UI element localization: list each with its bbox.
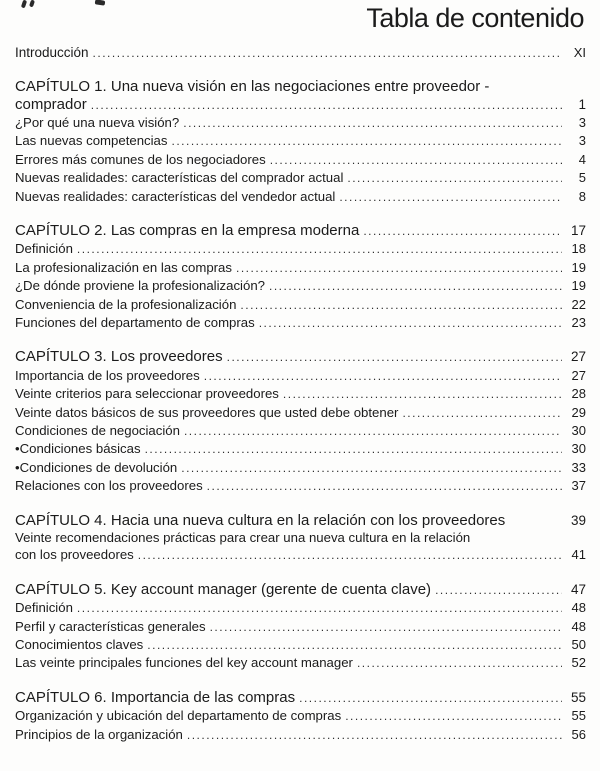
toc-page-number: 19 xyxy=(571,259,586,275)
toc-entry-line xyxy=(15,259,586,277)
toc-page-number: 56 xyxy=(571,726,586,742)
toc-entry-line xyxy=(15,599,586,617)
toc-entry-text: •Condiciones de devolución xyxy=(15,459,178,475)
toc-entry-text: ¿Por qué una nueva visión? xyxy=(15,114,180,130)
toc-entry xyxy=(15,277,586,295)
toc-entry-text: Relaciones con los proveedores xyxy=(15,478,203,494)
toc-entry xyxy=(15,529,586,565)
toc-entry xyxy=(15,477,586,495)
toc-entry-line xyxy=(15,581,586,599)
toc-page-number: 27 xyxy=(570,349,586,365)
toc-entry xyxy=(15,44,586,62)
toc-entry-line xyxy=(15,512,586,529)
toc-entry-line xyxy=(15,546,586,564)
toc-entry-text: CAPÍTULO 1. Una nueva visión en las negociaciones entre proveedor - xyxy=(15,78,490,96)
toc-entry-text: Organización y ubicación del departamento de compras xyxy=(15,708,342,724)
toc-entry-text: Errores más comunes de los negociadores xyxy=(15,151,266,167)
toc-entry-text: Perfil y características generales xyxy=(15,618,206,634)
dot-leader xyxy=(145,440,562,458)
toc-entry xyxy=(15,459,586,477)
toc-page-number: 47 xyxy=(570,581,586,597)
toc-entry xyxy=(15,114,586,132)
toc-chapter-entry xyxy=(15,222,586,240)
toc-entry xyxy=(15,296,586,314)
toc-entry-text: CAPÍTULO 4. Hacia una nueva cultura en la relación con los proveedores xyxy=(15,511,506,529)
toc-page-number: 19 xyxy=(571,278,586,294)
toc-page-number: 41 xyxy=(571,547,586,563)
dot-leader xyxy=(147,636,562,654)
toc-page-number: 23 xyxy=(571,314,586,330)
toc-entry-text: Definición xyxy=(15,600,73,616)
toc-entry-text: CAPÍTULO 6. Importancia de las compras xyxy=(15,688,296,706)
toc-entry-text: con los proveedores xyxy=(15,547,134,563)
toc-entry-text: Conveniencia de la profesionalización xyxy=(15,296,237,312)
toc-entry-text: ¿De dónde proviene la profesionalización? xyxy=(15,278,265,294)
toc-page-number: 55 xyxy=(571,708,586,724)
toc-entry-line xyxy=(15,96,586,114)
toc-entry-text: Veinte recomendaciones prácticas para crear una nueva cultura en la relación xyxy=(15,530,471,546)
toc-entry-line xyxy=(15,422,586,440)
dot-leader xyxy=(138,546,562,564)
dot-leader xyxy=(183,114,562,132)
toc-entry-line xyxy=(15,707,586,725)
toc-chapter-entry xyxy=(15,78,586,114)
toc-entry xyxy=(15,367,586,385)
toc-entry xyxy=(15,132,586,150)
toc-entry-text: CAPÍTULO 2. Las compras en la empresa moderna xyxy=(15,221,360,239)
toc-entry-text: Veinte datos básicos de sus proveedores que usted debe obtener xyxy=(15,404,399,420)
toc-entry xyxy=(15,188,586,206)
dot-leader xyxy=(259,314,562,332)
toc-page-number: 55 xyxy=(570,689,586,705)
dot-leader xyxy=(240,296,562,314)
toc-entry-text: Funciones del departamento de compras xyxy=(15,314,255,330)
dot-leader xyxy=(347,169,562,187)
dot-leader xyxy=(299,689,562,707)
toc-entry-text: •Condiciones básicas xyxy=(15,441,141,457)
toc-entry-text: CAPÍTULO 3. Los proveedores xyxy=(15,348,223,366)
dot-leader xyxy=(270,151,562,169)
toc-entry-text: La profesionalización en las compras xyxy=(15,259,232,275)
toc-entry-text: CAPÍTULO 5. Key account manager (gerente de cuenta clave) xyxy=(15,580,432,598)
toc-page-number: 48 xyxy=(571,618,586,634)
toc-entry xyxy=(15,404,586,422)
toc-entry-text: Nuevas realidades: características del comprador actual xyxy=(15,170,344,186)
dot-leader xyxy=(187,726,562,744)
dot-leader xyxy=(77,240,562,258)
toc-page-number: 27 xyxy=(571,367,586,383)
toc-entry-line xyxy=(15,477,586,495)
toc-entry-line xyxy=(15,348,586,366)
toc-page-number: 29 xyxy=(571,404,586,420)
toc-entry-text: Las nuevas competencias xyxy=(15,133,168,149)
dot-leader xyxy=(345,707,562,725)
dot-leader xyxy=(363,222,562,240)
toc-entry-line xyxy=(15,689,586,707)
toc-page-number: 30 xyxy=(571,441,586,457)
toc-entry-line xyxy=(15,44,586,62)
toc-entry xyxy=(15,314,586,332)
toc-chapter-entry xyxy=(15,348,586,366)
toc-page-number: 37 xyxy=(571,478,586,494)
toc-entry xyxy=(15,726,586,744)
dot-leader xyxy=(339,188,562,206)
table-of-contents xyxy=(15,44,586,744)
toc-entry xyxy=(15,259,586,277)
toc-entry-line xyxy=(15,132,586,150)
toc-page-number: 3 xyxy=(578,133,586,149)
dot-leader xyxy=(77,599,562,617)
toc-entry xyxy=(15,599,586,617)
toc-entry-text: comprador xyxy=(15,95,87,113)
toc-entry-line xyxy=(15,314,586,332)
toc-entry-line xyxy=(15,404,586,422)
toc-page-number: 3 xyxy=(578,114,586,130)
toc-entry-text: Condiciones de negociación xyxy=(15,423,180,438)
toc-entry-text: Conocimientos claves xyxy=(15,637,144,653)
toc-chapter-entry xyxy=(15,512,586,529)
toc-entry xyxy=(15,440,586,458)
dot-leader xyxy=(207,477,562,495)
toc-page-number: 50 xyxy=(571,637,586,653)
dot-leader xyxy=(184,422,562,440)
toc-page-number: 30 xyxy=(571,423,586,438)
toc-chapter-entry xyxy=(15,581,586,599)
dot-leader xyxy=(93,44,562,62)
toc-page-number: XI xyxy=(573,44,586,60)
toc-entry-text: Nuevas realidades: características del vendedor actual xyxy=(15,188,336,204)
toc-chapter-entry xyxy=(15,689,586,707)
toc-entry-line xyxy=(15,277,586,295)
toc-page-number: 52 xyxy=(571,655,586,671)
dot-leader xyxy=(402,404,562,422)
toc-entry xyxy=(15,618,586,636)
dot-leader xyxy=(227,348,562,366)
toc-entry-line xyxy=(15,240,586,258)
toc-entry-line xyxy=(15,636,586,654)
toc-entry-line xyxy=(15,654,586,672)
dot-leader xyxy=(236,259,562,277)
toc-page-number: 8 xyxy=(578,188,586,204)
toc-page-number: 1 xyxy=(578,96,586,112)
toc-entry-line xyxy=(15,151,586,169)
toc-entry-text: Definición xyxy=(15,241,73,257)
toc-entry xyxy=(15,707,586,725)
dot-leader xyxy=(435,581,562,599)
dot-leader xyxy=(283,385,562,403)
toc-page-number: 18 xyxy=(571,241,586,257)
toc-page-number: 28 xyxy=(571,386,586,402)
toc-page-number: 5 xyxy=(578,170,586,186)
toc-entry-text: Principios de la organización xyxy=(15,726,183,742)
toc-page-number: 39 xyxy=(570,512,586,528)
toc-entry-line xyxy=(15,114,586,132)
toc-entry xyxy=(15,636,586,654)
dot-leader xyxy=(181,459,562,477)
toc-entry-line xyxy=(15,188,586,206)
toc-page-number: 33 xyxy=(571,459,586,475)
toc-entry-text: Importancia de los proveedores xyxy=(15,367,200,383)
toc-entry xyxy=(15,385,586,403)
toc-entry-line xyxy=(15,726,586,744)
dot-leader xyxy=(357,654,562,672)
toc-page-number: 22 xyxy=(571,296,586,312)
page-title: Tabla de contenido xyxy=(366,3,584,33)
toc-entry xyxy=(15,240,586,258)
toc-entry-line xyxy=(15,222,586,240)
toc-entry-line xyxy=(15,618,586,636)
toc-entry-line xyxy=(15,385,586,403)
toc-entry-text: Veinte criterios para seleccionar proveedores xyxy=(15,386,279,402)
toc-entry-line xyxy=(15,459,586,477)
dot-leader xyxy=(91,96,562,114)
toc-page-number: 48 xyxy=(571,600,586,616)
toc-entry-line xyxy=(15,296,586,314)
toc-entry xyxy=(15,169,586,187)
toc-entry-text: Las veinte principales funciones del key account manager xyxy=(15,655,353,671)
toc-entry-line xyxy=(15,440,586,458)
toc-entry xyxy=(15,151,586,169)
dot-leader xyxy=(204,367,562,385)
toc-entry xyxy=(15,422,586,440)
toc-entry-line xyxy=(15,169,586,187)
dot-leader xyxy=(269,277,562,295)
toc-page-number: 17 xyxy=(570,222,586,238)
dot-leader xyxy=(171,132,562,150)
dot-leader xyxy=(210,618,562,636)
toc-page-number: 4 xyxy=(578,151,586,167)
toc-entry-text: Introducción xyxy=(15,44,89,60)
toc-entry xyxy=(15,654,586,672)
toc-entry-line xyxy=(15,367,586,385)
